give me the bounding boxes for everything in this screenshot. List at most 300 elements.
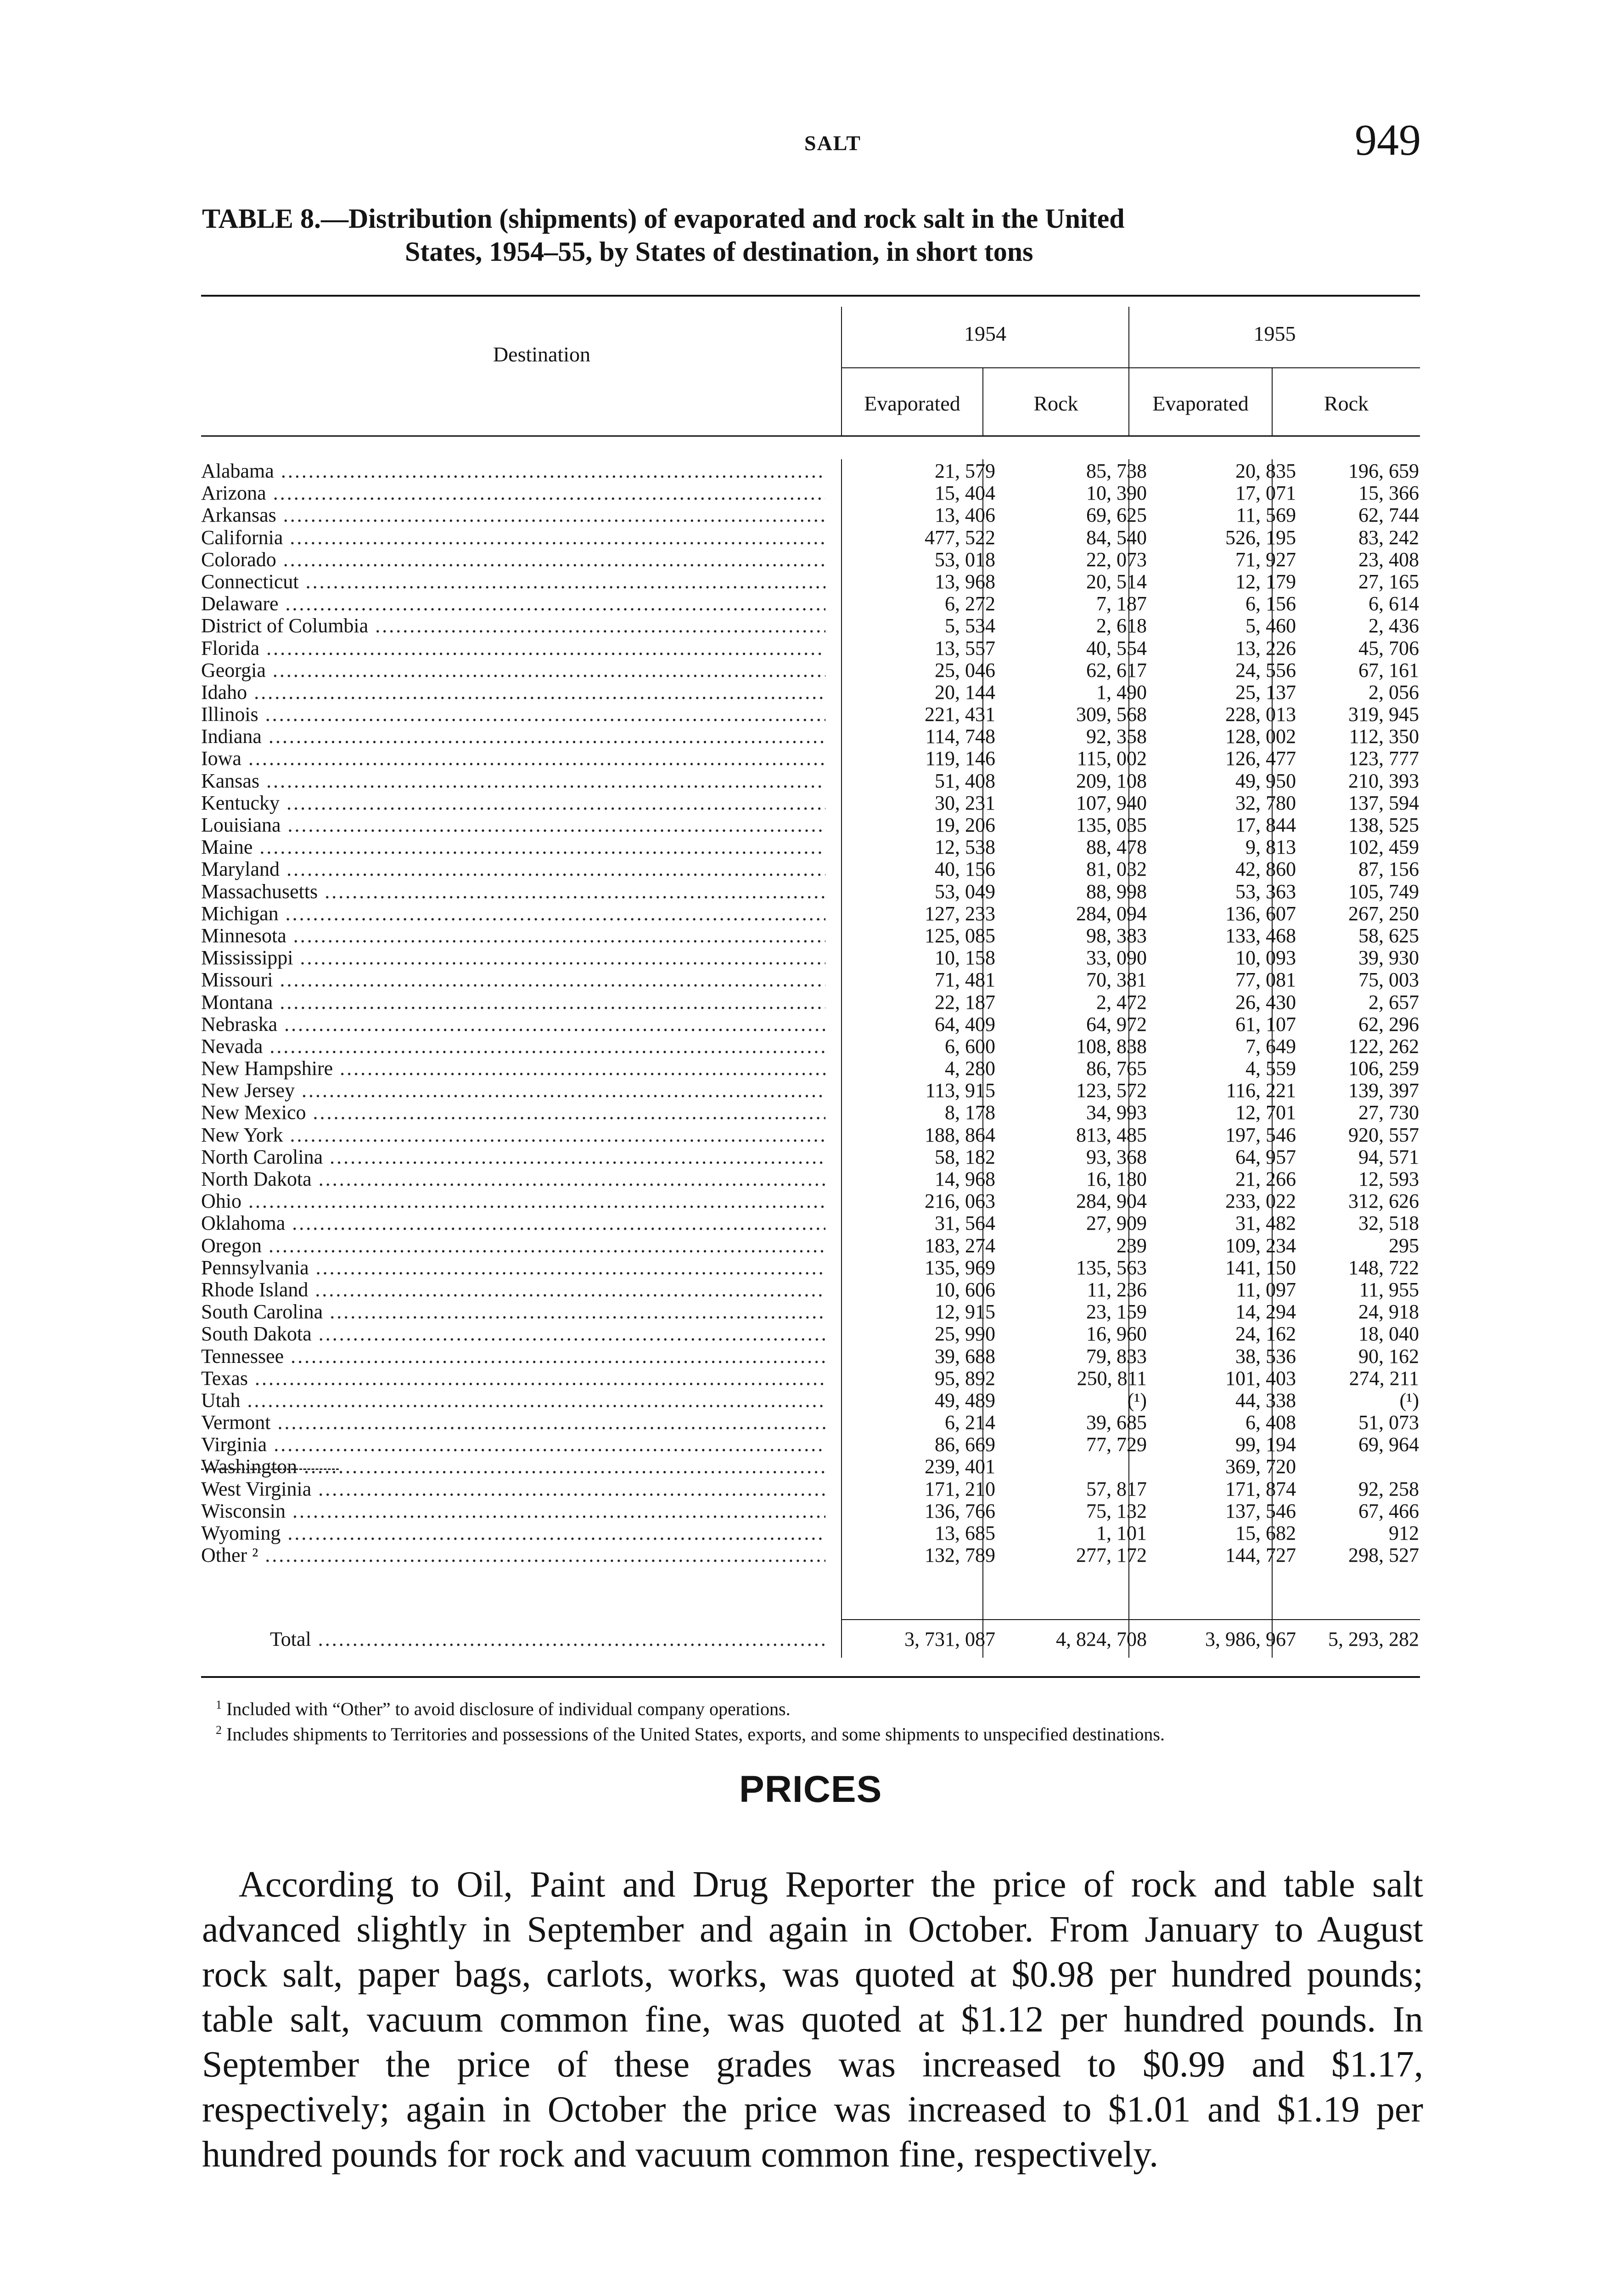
evaporated-1954-cell: 113, 915 [925,1079,995,1102]
table-row [201,1301,1420,1323]
rock-1954-cell: 16, 960 [1086,1322,1147,1345]
rock-1954-cell: 11, 236 [1087,1278,1147,1301]
evaporated-1954-cell: 119, 146 [925,747,995,770]
table-row [201,1124,1420,1146]
evaporated-1955-cell: 99, 194 [1235,1433,1296,1456]
evaporated-1955-cell: 12, 701 [1235,1101,1296,1124]
evaporated-1955-cell: 53, 363 [1235,880,1296,903]
rock-1955-cell: 11, 955 [1359,1278,1419,1301]
evaporated-1955-cell: 6, 408 [1246,1411,1296,1434]
evaporated-1954-cell: 51, 408 [935,769,995,792]
rock-1954-cell: 135, 563 [1076,1256,1147,1279]
destination-cell: Texas ..... [201,1367,825,1390]
rock-1954-cell: 92, 358 [1086,725,1147,748]
destination-cell: Wyoming ..... [201,1522,825,1544]
rock-1954-cell: 10, 390 [1086,482,1147,505]
evaporated-1955-cell: 49, 950 [1235,769,1296,792]
rock-1955-cell: 122, 262 [1348,1035,1419,1058]
table-row [201,571,1420,593]
evaporated-1954-cell: 53, 049 [935,880,995,903]
rock-1954-cell: 57, 817 [1086,1477,1147,1500]
destination-cell: Colorado ..... [201,549,825,571]
table-row [201,1544,1420,1566]
evaporated-1954-cell: 135, 969 [925,1256,995,1279]
evaporated-1954-cell: 64, 409 [935,1013,995,1035]
table-row [201,681,1420,703]
destination-cell: Maryland ..... [201,858,825,880]
table-row [201,1102,1420,1124]
total-label: Total ..... [270,1626,825,1653]
rock-1955-cell: 2, 436 [1369,614,1419,637]
table-row [201,482,1420,504]
destination-cell: Indiana ..... [201,726,825,748]
rock-1955-cell: 15, 366 [1358,482,1419,505]
rock-1954-cell: 2, 618 [1096,614,1147,637]
evaporated-1954-cell: 21, 579 [935,460,995,482]
evaporated-1955-cell: 14, 294 [1235,1300,1296,1323]
evaporated-1954-cell: 25, 990 [935,1322,995,1345]
rock-1954-cell: 1, 101 [1096,1522,1147,1544]
rock-1954-cell: 23, 159 [1086,1300,1147,1323]
table-row [201,903,1420,925]
evaporated-1954-cell: 12, 538 [935,836,995,859]
table-row [201,1146,1420,1168]
table-row [201,770,1420,792]
evaporated-1955-cell: 17, 844 [1235,814,1296,836]
destination-cell: Pennsylvania ..... [201,1257,825,1279]
rock-1955-cell: 123, 777 [1348,747,1419,770]
table-row [201,1434,1420,1456]
evaporated-1955-cell: 77, 081 [1235,968,1296,991]
evaporated-1954-cell: 13, 685 [935,1522,995,1544]
evaporated-1955-cell: 233, 022 [1225,1190,1296,1213]
evaporated-1955-cell: 116, 221 [1226,1079,1296,1102]
footnote-1-text: Included with “Other” to avoid disclosure of individual company operations. [226,1699,791,1719]
rock-1955-cell: 27, 165 [1358,570,1419,593]
prices-paragraph: According to Oil, Paint and Drug Reporter the price of rock and table salt advanced slightly in September and again in October. From January to August rock salt, paper bags, carlots, works, was quoted at $0.98 per hundred pounds; table salt, vacuum common fine, was quoted at $1.12 per hundred pounds. In September the price of these grades was increased to $0.99 and $1.17, respectively; again in October the price was increased to $1.01 and $1.19 per hundred pounds for rock and vacuum common fine, respectively. [202,1864,1423,2175]
rock-1954-cell: 93, 368 [1086,1145,1147,1168]
evaporated-1955-cell: 64, 957 [1235,1145,1296,1168]
destination-cell: California ..... [201,527,825,549]
destination-cell: Illinois ..... [201,703,825,726]
table-row [201,991,1420,1013]
rock-1955-cell: 6, 614 [1369,592,1419,615]
table-row [201,1279,1420,1301]
evaporated-1954-cell: 6, 600 [945,1035,995,1058]
destination-cell: South Carolina ..... [201,1301,825,1323]
rock-1954-cell: 34, 993 [1086,1101,1147,1124]
rock-1955-cell: 23, 408 [1358,548,1419,571]
destination-cell: Other ² ..... [201,1544,825,1566]
header-year-1954: 1954 [964,322,1006,345]
evaporated-1955-cell: 197, 546 [1225,1123,1296,1146]
header-rock-1954: Rock [1033,392,1078,415]
table-row [201,527,1420,549]
rock-1955-cell: 912 [1389,1522,1419,1544]
table-row [201,1456,1420,1478]
total-evaporated-1955: 3, 986, 967 [1205,1628,1296,1650]
rock-1955-cell: 45, 706 [1358,636,1419,659]
table-row [201,1323,1420,1345]
evaporated-1955-cell: 9, 813 [1246,836,1296,859]
rock-1955-cell: 295 [1389,1234,1419,1257]
total-rock-1955: 5, 293, 282 [1328,1628,1419,1650]
evaporated-1955-cell: 38, 536 [1235,1345,1296,1367]
rock-1955-cell: 274, 211 [1349,1367,1419,1390]
footnote-2-mark: 2 [216,1723,222,1737]
rock-1955-cell: 27, 730 [1358,1101,1419,1124]
table-row [201,792,1420,814]
rock-1954-cell: 108, 838 [1076,1035,1147,1058]
evaporated-1954-cell: 13, 406 [935,504,995,527]
destination-cell: Connecticut ..... [201,571,825,593]
header-destination: Destination [493,343,591,366]
table-row [201,659,1420,681]
evaporated-1954-cell: 20, 144 [935,681,995,703]
destination-cell: Georgia ..... [201,659,825,681]
destination-cell: New Mexico ..... [201,1102,825,1124]
destination-cell: Michigan ..... [201,903,825,925]
table-row [201,1235,1420,1257]
rock-1955-cell: (¹) [1399,1389,1419,1412]
evaporated-1954-cell: 239, 401 [925,1455,995,1478]
rock-1954-cell: 107, 940 [1076,791,1147,814]
table-row [201,1257,1420,1279]
rock-1955-cell: 105, 749 [1348,880,1419,903]
evaporated-1955-cell: 133, 468 [1225,924,1296,947]
evaporated-1955-cell: 526, 195 [1225,526,1296,549]
rock-1955-cell: 319, 945 [1348,703,1419,726]
table-row [201,1013,1420,1035]
rock-1955-cell: 112, 350 [1349,725,1419,748]
rock-1955-cell: 920, 557 [1348,1123,1419,1146]
rock-1955-cell: 210, 393 [1348,769,1419,792]
evaporated-1954-cell: 125, 085 [925,924,995,947]
evaporated-1954-cell: 8, 178 [945,1101,995,1124]
destination-cell: Kansas ..... [201,770,825,792]
destination-cell: Nebraska ..... [201,1013,825,1035]
evaporated-1955-cell: 136, 607 [1225,902,1296,925]
evaporated-1955-cell: 26, 430 [1235,990,1296,1013]
rock-1954-cell: 79, 833 [1086,1345,1147,1367]
total-rock-1954: 4, 824, 708 [1056,1628,1147,1650]
table-row [201,549,1420,571]
destination-cell: Louisiana ..... [201,814,825,836]
table-row [201,703,1420,726]
evaporated-1955-cell: 31, 482 [1235,1212,1296,1235]
rock-1955-cell: 12, 593 [1358,1168,1419,1190]
table-row [201,1345,1420,1367]
evaporated-1954-cell: 30, 231 [935,791,995,814]
footnotes [202,1694,1423,1745]
evaporated-1955-cell: 171, 874 [1225,1477,1296,1500]
evaporated-1955-cell: 7, 649 [1246,1035,1296,1058]
evaporated-1955-cell: 44, 338 [1235,1389,1296,1412]
destination-cell: New Jersey ..... [201,1080,825,1102]
evaporated-1954-cell: 53, 018 [935,548,995,571]
evaporated-1955-cell: 5, 460 [1246,614,1296,637]
evaporated-1955-cell: 21, 266 [1235,1168,1296,1190]
rock-1955-cell: 148, 722 [1348,1256,1419,1279]
evaporated-1955-cell: 4, 559 [1246,1057,1296,1080]
running-title: SALT [804,131,861,155]
rock-1954-cell: 85, 738 [1086,460,1147,482]
evaporated-1954-cell: 132, 789 [925,1544,995,1567]
evaporated-1955-cell: 11, 569 [1236,504,1296,527]
evaporated-1954-cell: 13, 557 [935,636,995,659]
rock-1954-cell: 75, 132 [1086,1499,1147,1522]
evaporated-1955-cell: 141, 150 [1225,1256,1296,1279]
rock-1955-cell: 18, 040 [1358,1322,1419,1345]
footnote-2-text: Includes shipments to Territories and possessions of the United States, exports, and some shipments to unspecified destinations. [226,1724,1165,1745]
rock-1955-cell: 83, 242 [1358,526,1419,549]
rock-1954-cell: 277, 172 [1076,1544,1147,1567]
rock-1954-cell: 123, 572 [1076,1079,1147,1102]
destination-cell: Ohio ..... [201,1190,825,1212]
evaporated-1954-cell: 4, 280 [945,1057,995,1080]
evaporated-1955-cell: 369, 720 [1225,1455,1296,1478]
destination-cell: Oklahoma ..... [201,1212,825,1234]
rock-1955-cell: 94, 571 [1358,1145,1419,1168]
rock-1955-cell: 139, 397 [1348,1079,1419,1102]
rock-1954-cell: 86, 765 [1086,1057,1147,1080]
rock-1954-cell: 22, 073 [1086,548,1147,571]
rock-1955-cell: 106, 259 [1348,1057,1419,1080]
evaporated-1954-cell: 188, 864 [925,1123,995,1146]
footnote-1 [202,1694,1423,1720]
rock-1955-cell: 2, 056 [1369,681,1419,703]
evaporated-1955-cell: 15, 682 [1235,1522,1296,1544]
caption-line-1: TABLE 8.—Distribution (shipments) of evaporated and rock salt in the United [202,203,1125,234]
table-row [201,836,1420,858]
destination-cell: Idaho ..... [201,681,825,703]
evaporated-1954-cell: 71, 481 [935,968,995,991]
table-row [201,1478,1420,1500]
rock-1954-cell: 20, 514 [1086,570,1147,593]
evaporated-1955-cell: 71, 927 [1235,548,1296,571]
rock-1954-cell: 81, 032 [1086,858,1147,881]
destination-cell: Utah ..... [201,1390,825,1412]
evaporated-1954-cell: 183, 274 [925,1234,995,1257]
destination-cell: New Hampshire ..... [201,1058,825,1080]
rock-1955-cell: 90, 162 [1358,1345,1419,1367]
destination-cell: New York ..... [201,1124,825,1146]
rock-1955-cell: 75, 003 [1358,968,1419,991]
evaporated-1954-cell: 22, 187 [935,990,995,1013]
table-top-rule [201,295,1420,297]
evaporated-1954-cell: 221, 431 [925,703,995,726]
rock-1954-cell: 39, 685 [1086,1411,1147,1434]
rock-1955-cell: 58, 625 [1358,924,1419,947]
rock-1955-cell: 69, 964 [1358,1433,1419,1456]
rock-1954-cell: 813, 485 [1076,1123,1147,1146]
rock-1954-cell: 284, 904 [1076,1190,1147,1213]
table-row [201,1035,1420,1058]
caption-line-2: States, 1954–55, by States of destination, in short tons [405,236,1033,267]
rock-1955-cell: 39, 930 [1358,946,1419,969]
rock-1955-cell: 87, 156 [1358,858,1419,881]
rock-1955-cell: 67, 466 [1358,1499,1419,1522]
evaporated-1954-cell: 477, 522 [925,526,995,549]
rock-1955-cell: 312, 626 [1348,1190,1419,1213]
evaporated-1955-cell: 11, 097 [1236,1278,1296,1301]
footnote-1-mark: 1 [216,1698,222,1711]
evaporated-1955-cell: 126, 477 [1225,747,1296,770]
rock-1954-cell: 70, 381 [1086,968,1147,991]
evaporated-1955-cell: 42, 860 [1235,858,1296,881]
table-row [201,1390,1420,1412]
table-row [201,1412,1420,1434]
destination-cell: Tennessee ..... [201,1345,825,1367]
destination-cell: North Dakota ..... [201,1168,825,1190]
evaporated-1955-cell: 101, 403 [1225,1367,1296,1390]
header-evaporated-1954: Evaporated [864,392,960,415]
rock-1955-cell: 62, 744 [1358,504,1419,527]
evaporated-1954-cell: 25, 046 [935,658,995,681]
footnote-2 [202,1720,1423,1745]
evaporated-1955-cell: 61, 107 [1235,1013,1296,1035]
rock-1954-cell: 239 [1117,1234,1147,1257]
destination-cell: Arkansas ..... [201,504,825,526]
prices-heading: PRICES [739,1768,882,1810]
evaporated-1954-cell: 49, 489 [935,1389,995,1412]
evaporated-1954-cell: 136, 766 [925,1499,995,1522]
evaporated-1954-cell: 86, 669 [935,1433,995,1456]
destination-cell: Delaware ..... [201,593,825,615]
rock-1955-cell: 24, 918 [1358,1300,1419,1323]
destination-cell: Oregon ..... [201,1235,825,1257]
rock-1954-cell: 209, 108 [1076,769,1147,792]
table-row [201,1190,1420,1212]
evaporated-1954-cell: 58, 182 [935,1145,995,1168]
rock-1954-cell: 84, 540 [1086,526,1147,549]
table-row [201,1080,1420,1102]
evaporated-1954-cell: 12, 915 [935,1300,995,1323]
evaporated-1954-cell: 95, 892 [935,1367,995,1390]
rock-1955-cell: 67, 161 [1358,658,1419,681]
rock-1955-cell: 62, 296 [1358,1013,1419,1035]
table-row [201,1168,1420,1190]
table-row [201,748,1420,770]
rock-1954-cell: 69, 625 [1086,504,1147,527]
table-row [201,1500,1420,1522]
rock-1954-cell: 77, 729 [1086,1433,1147,1456]
evaporated-1954-cell: 40, 156 [935,858,995,881]
rock-1955-cell [201,1456,310,1470]
rock-1954-cell: 284, 094 [1076,902,1147,925]
evaporated-1955-cell: 228, 013 [1225,703,1296,726]
rock-1954-cell: 115, 002 [1077,747,1147,770]
rock-1954-cell: 135, 035 [1076,814,1147,836]
destination-cell: Kentucky ..... [201,792,825,814]
evaporated-1955-cell: 109, 234 [1225,1234,1296,1257]
destination-cell: Vermont ..... [201,1412,825,1434]
rock-1955-cell: 2, 657 [1369,990,1419,1013]
table-row [201,726,1420,748]
evaporated-1955-cell: 24, 556 [1235,658,1296,681]
evaporated-1955-cell: 137, 546 [1225,1499,1296,1522]
table-row [201,969,1420,991]
header-year-1955: 1955 [1253,322,1296,345]
destination-cell: Wisconsin ..... [201,1500,825,1522]
destination-cell: Rhode Island ..... [201,1279,825,1301]
evaporated-1955-cell: 6, 156 [1246,592,1296,615]
table-row [201,814,1420,836]
destination-cell: North Carolina ..... [201,1146,825,1168]
evaporated-1955-cell: 128, 002 [1225,725,1296,748]
table-row [201,1367,1420,1390]
rock-1954-cell: (¹) [1127,1389,1147,1412]
evaporated-1954-cell: 31, 564 [935,1212,995,1235]
rock-1954-cell: 2, 472 [1096,990,1147,1013]
destination-cell: Minnesota ..... [201,925,825,947]
evaporated-1955-cell: 25, 137 [1235,681,1296,703]
rock-1954-cell: 27, 909 [1086,1212,1147,1235]
evaporated-1954-cell: 171, 210 [925,1477,995,1500]
rock-1954-cell: 64, 972 [1086,1013,1147,1035]
destination-cell: Washington ..... [201,1456,825,1478]
rock-1954-cell: 16, 180 [1086,1168,1147,1190]
evaporated-1955-cell: 32, 780 [1235,791,1296,814]
rock-1955-cell: 137, 594 [1348,791,1419,814]
rock-1954-cell: 309, 568 [1076,703,1147,726]
evaporated-1954-cell: 13, 968 [935,570,995,593]
table-body [201,460,1420,1566]
destination-cell: West Virginia ..... [201,1478,825,1500]
destination-cell: District of Columbia ..... [201,615,825,637]
table-row [201,858,1420,880]
table-row [201,460,1420,482]
rock-1955-cell: 51, 073 [1358,1411,1419,1434]
rock-1954-cell: 1, 490 [1096,681,1147,703]
rock-1955-cell: 32, 518 [1358,1212,1419,1235]
rock-1954-cell: 40, 554 [1086,636,1147,659]
evaporated-1954-cell: 39, 688 [935,1345,995,1367]
destination-cell: Missouri ..... [201,969,825,991]
evaporated-1955-cell: 144, 727 [1225,1544,1296,1567]
evaporated-1955-cell: 20, 835 [1235,460,1296,482]
total-evaporated-1954: 3, 731, 087 [904,1628,995,1650]
destination-cell: Alabama ..... [201,460,825,482]
table-row [201,881,1420,903]
total-row [201,1626,1420,1653]
destination-cell: Mississippi ..... [201,947,825,969]
table-bottom-rule [201,1676,1420,1678]
table-row [201,1522,1420,1544]
evaporated-1954-cell: 15, 404 [935,482,995,505]
evaporated-1955-cell: 12, 179 [1235,570,1296,593]
evaporated-1954-cell: 19, 206 [935,814,995,836]
evaporated-1955-cell: 10, 093 [1235,946,1296,969]
table-row [201,947,1420,969]
rock-1954-cell: 98, 383 [1086,924,1147,947]
rock-1955-cell: 138, 525 [1348,814,1419,836]
rock-1955-cell: 298, 527 [1348,1544,1419,1567]
destination-cell: Virginia ..... [201,1434,825,1456]
evaporated-1955-cell: 13, 226 [1235,636,1296,659]
table-row [201,637,1420,659]
destination-cell: Massachusetts ..... [201,881,825,903]
evaporated-1954-cell: 114, 748 [925,725,995,748]
table-caption [202,202,1414,268]
evaporated-1955-cell: 24, 162 [1235,1322,1296,1345]
rock-1955-cell: 196, 659 [1348,460,1419,482]
rock-1955-cell: 92, 258 [1358,1477,1419,1500]
destination-cell: Nevada ..... [201,1035,825,1058]
table-row [201,615,1420,637]
running-head [0,117,1616,172]
evaporated-1954-cell: 10, 158 [935,946,995,969]
